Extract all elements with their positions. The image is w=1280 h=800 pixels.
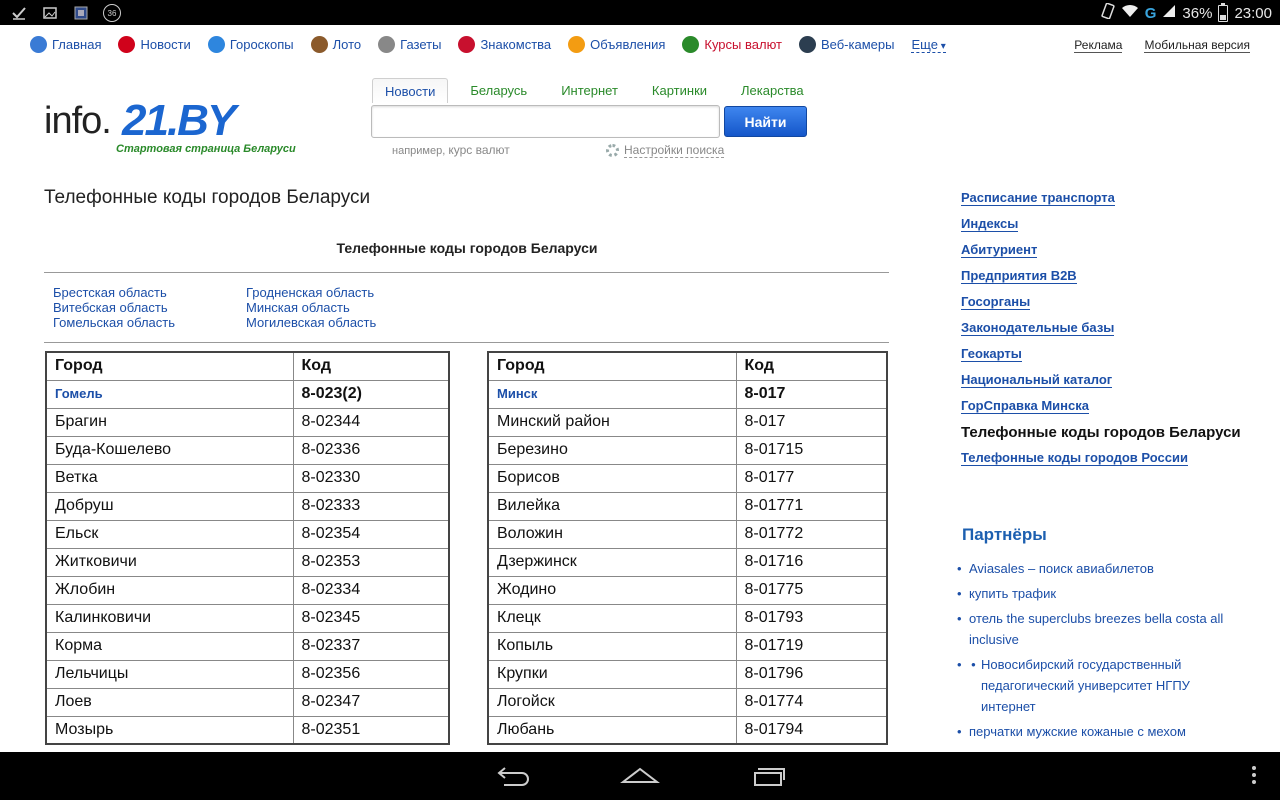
globe-icon [208,36,225,53]
capital-city-link[interactable]: Гомель [55,386,103,401]
city-cell: Лоев [46,688,293,716]
search-settings-label[interactable]: Настройки поиска [624,143,725,157]
column-header: Город [46,352,293,380]
notification-icons [10,4,121,22]
partner-link[interactable]: • отель the superclubs breezes bella costa all inclusive [957,608,1247,650]
partner-link[interactable]: • Aviasales – поиск авиабилетов [957,558,1247,579]
table-header-row [46,352,449,380]
divider [44,272,889,273]
signal-icon [1162,4,1176,22]
sidebar-links [961,190,1241,476]
city-cell: Ветка [46,464,293,492]
column-header: Код [736,352,887,380]
city-cell: Вилейка [488,492,736,520]
logo-brand: 21.BY [122,96,235,145]
newspaper-icon [378,36,395,53]
recent-apps-button[interactable] [750,764,786,788]
search-hint-prefix: например, [392,145,446,157]
nav-item-label: Новости [140,37,191,52]
sidebar-link[interactable]: Госорганы [961,294,1031,309]
gear-icon [606,144,619,157]
heart-icon [458,36,475,53]
city-cell: Лельчицы [46,660,293,688]
code-cell: 8-01716 [736,548,887,576]
search-settings[interactable] [606,143,724,158]
search-hint [392,143,510,157]
nav-item-5[interactable] [458,36,551,53]
partners-list [957,558,1247,746]
region-link[interactable]: Гомельская область [53,315,175,330]
codes-table-gomel [45,351,450,745]
code-cell: 8-02334 [293,576,449,604]
sidebar-link[interactable]: Телефонные коды городов России [961,450,1188,465]
ads-link[interactable]: Реклама [1074,38,1123,52]
wifi-icon [1121,4,1139,22]
city-cell: Логойск [488,688,736,716]
city-cell: Корма [46,632,293,660]
status-bar [0,0,1280,25]
sidebar-item [961,398,1241,424]
table-row [46,688,449,716]
code-cell: 8-01794 [736,716,887,744]
dollar-icon [682,36,699,53]
nav-item-4[interactable] [378,36,441,53]
sidebar-link[interactable]: Национальный каталог [961,372,1113,387]
code-cell: 8-01793 [736,604,887,632]
sidebar-item [961,372,1241,398]
search-tabs [372,78,826,103]
home-button[interactable] [620,764,656,788]
image-icon [41,5,58,22]
nav-item-label: Объявления [590,37,666,52]
site-logo[interactable] [44,96,344,160]
network-type: G [1144,4,1157,22]
code-cell: 8-01796 [736,660,887,688]
code-cell: 8-01771 [736,492,887,520]
region-link[interactable]: Минская область [246,300,350,315]
code-cell: 8-01775 [736,576,887,604]
table-row [46,408,449,436]
battery-percent: 36% [1182,4,1213,22]
home-icon [30,36,47,53]
code-cell: 8-02345 [293,604,449,632]
table-row [488,464,887,492]
sidebar-item [961,216,1241,242]
content-title: Телефонные коды городов Беларуси [336,240,598,256]
region-link[interactable]: Гродненская область [246,285,375,300]
code-cell: 8-01715 [736,436,887,464]
logo-slogan: Стартовая страница Беларуси [116,143,296,155]
table-row [46,576,449,604]
table-row [488,548,887,576]
vibrate-icon [1101,3,1115,23]
city-cell: Жодино [488,576,736,604]
search-tab-4[interactable]: Лекарства [741,83,804,98]
code-cell: 8-02356 [293,660,449,688]
nav-item-label: Гороскопы [229,37,294,52]
nav-more-dropdown[interactable]: Еще ▾ [911,37,945,53]
capital-cell [488,380,736,408]
table-row [488,660,887,688]
code-cell: 8-02333 [293,492,449,520]
sidebar-item [961,268,1241,294]
exclamation-icon [118,36,135,53]
code-cell: 8-0177 [736,464,887,492]
table-row [488,576,887,604]
sidebar-item [961,320,1241,346]
menu-button[interactable] [1252,766,1258,786]
search-tab-2[interactable]: Интернет [561,83,618,98]
city-cell: Добруш [46,492,293,520]
sidebar-link[interactable]: Расписание транспорта [961,190,1115,205]
sidebar-link[interactable]: Предприятия B2B [961,268,1077,283]
back-button[interactable] [494,764,530,788]
capital-row [488,380,887,408]
city-cell: Мозырь [46,716,293,744]
logo-prefix: info. [44,100,111,142]
partners-title: Партнёры [962,525,1047,544]
divider [44,342,889,343]
table-row [488,716,887,744]
nav-item-2[interactable] [208,36,294,53]
sidebar-current-label: Телефонные коды городов Беларуси [961,424,1241,441]
partner-link[interactable]: • • Новосибирский государственный педагогический университет НГПУ интернет [957,654,1247,717]
capital-city-link[interactable]: Минск [497,386,538,401]
nav-item-3[interactable] [311,36,362,53]
city-cell: Воложин [488,520,736,548]
clock: 23:00 [1234,4,1272,22]
table-row [488,632,887,660]
table-row [46,548,449,576]
nav-item-label: Курсы валют [704,37,782,52]
capital-code: 8-017 [736,380,887,408]
temperature-icon: 36 [103,4,121,22]
table-row [46,660,449,688]
sidebar-link[interactable]: Законодательные базы [961,320,1115,335]
city-cell: Брагин [46,408,293,436]
code-cell: 8-01719 [736,632,887,660]
sidebar-item [961,346,1241,372]
search-input[interactable] [371,105,720,138]
nav-item-6[interactable] [568,36,665,53]
region-links [53,285,446,330]
code-cell: 8-02344 [293,408,449,436]
table-row [488,688,887,716]
city-cell: Борисов [488,464,736,492]
sidebar-link[interactable]: Индексы [961,216,1019,231]
nav-item-label: Лото [332,37,362,52]
sidebar-link[interactable]: Абитуриент [961,242,1038,257]
city-cell: Ельск [46,520,293,548]
region-link[interactable]: Брестская область [53,285,167,300]
sidebar-link[interactable]: Геокарты [961,346,1022,361]
code-cell: 8-02347 [293,688,449,716]
table-row [488,520,887,548]
code-cell: 8-01774 [736,688,887,716]
table-row [488,492,887,520]
table-row [488,604,887,632]
search-tab-1[interactable]: Беларусь [470,83,528,98]
city-cell: Житковичи [46,548,293,576]
check-icon [10,5,27,22]
sidebar-item [961,294,1241,320]
top-right-links [1074,38,1250,53]
column-header: Город [488,352,736,380]
sidebar-item-current [961,424,1241,450]
nav-item-8[interactable] [799,36,894,53]
code-cell: 8-01772 [736,520,887,548]
capital-code: 8-023(2) [293,380,449,408]
photo-icon [72,5,89,22]
code-cell: 8-02354 [293,520,449,548]
search-hint-example[interactable]: курс валют [448,143,510,157]
column-header: Код [293,352,449,380]
nav-item-7[interactable] [682,36,782,53]
lotto-icon [311,36,328,53]
partner-link[interactable]: • купить трафик [957,583,1247,604]
search-tab-0[interactable]: Новости [372,78,448,103]
table-row [46,464,449,492]
table-row [46,492,449,520]
battery-icon [1218,5,1228,22]
capital-row [46,380,449,408]
nav-item-label: Веб-камеры [820,37,895,52]
nav-item-label: Газеты [400,37,442,52]
codes-table-minsk [487,351,888,745]
region-link[interactable]: Могилевская область [246,315,377,330]
table-row [488,436,887,464]
table-row [488,408,887,436]
table-row [46,604,449,632]
city-cell: Крупки [488,660,736,688]
city-cell: Дзержинск [488,548,736,576]
search-tab-3[interactable]: Картинки [651,83,708,98]
top-nav [30,36,946,53]
code-cell: 8-02337 [293,632,449,660]
sidebar-item [961,242,1241,268]
android-nav-bar [0,752,1280,800]
city-cell: Буда-Кошелево [46,436,293,464]
system-indicators [1101,3,1272,23]
code-cell: 8-02353 [293,548,449,576]
sidebar-item [961,190,1241,216]
city-cell: Березино [488,436,736,464]
nav-item-label: Главная [52,37,102,52]
city-cell: Клецк [488,604,736,632]
code-cell: 8-02336 [293,436,449,464]
code-cell: 8-02330 [293,464,449,492]
webcam-icon [799,36,816,53]
nav-item-label: Знакомства [480,37,552,52]
mobile-version-link[interactable]: Мобильная версия [1144,38,1250,52]
city-cell: Минский район [488,408,736,436]
city-cell: Жлобин [46,576,293,604]
table-row [46,520,449,548]
page-title: Телефонные коды городов Беларуси [44,187,371,208]
capital-cell [46,380,293,408]
sidebar-link[interactable]: ГорСправка Минска [961,398,1089,413]
search-button[interactable]: Найти [724,106,807,137]
region-link[interactable]: Витебская область [53,300,168,315]
city-cell: Калинковичи [46,604,293,632]
nav-item-1[interactable] [118,36,190,53]
city-cell: Копыль [488,632,736,660]
nav-item-0[interactable] [30,36,101,53]
code-cell: 8-02351 [293,716,449,744]
city-cell: Любань [488,716,736,744]
ads-icon [568,36,585,53]
partner-link[interactable]: • перчатки мужские кожаные с мехом [957,721,1247,742]
sidebar-item [961,450,1241,476]
table-row [46,436,449,464]
table-row [46,716,449,744]
code-cell: 8-017 [736,408,887,436]
table-header-row [488,352,887,380]
table-row [46,632,449,660]
